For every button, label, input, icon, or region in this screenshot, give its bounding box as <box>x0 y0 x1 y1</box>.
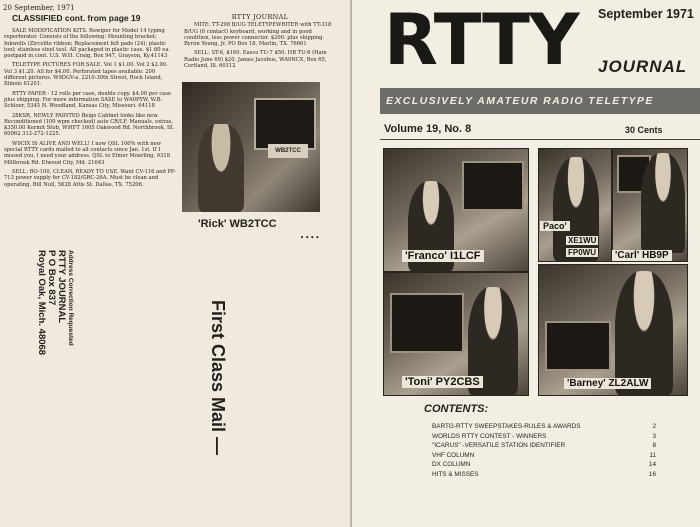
toc-title: BARTG-RTTY SWEEPSTAKES-RULES & AWARDS <box>432 423 581 430</box>
caption-barney: 'Barney' ZL2ALW <box>564 378 651 389</box>
caption-paco: Paco' <box>540 221 570 231</box>
operator-figure <box>553 157 599 261</box>
callsign-plate: WB2TCC <box>268 144 308 158</box>
contents-heading: CONTENTS: <box>424 403 489 415</box>
divider <box>380 139 700 140</box>
caption-toni: 'Toni' PY2CBS <box>402 376 483 388</box>
address-line: P O Box 837 <box>46 250 57 306</box>
journal-running-head: RTTY JOURNAL <box>231 13 289 21</box>
toc-title: WORLDS RTTY CONTEST - WINNERS <box>432 432 547 440</box>
masthead-title: RTTY <box>384 0 579 81</box>
equipment-panel <box>462 161 524 211</box>
equipment-panel <box>390 293 464 353</box>
photo-carl <box>612 148 688 262</box>
caption-franco: 'Franco' I1LCF <box>402 250 484 262</box>
toc-entry <box>432 470 656 480</box>
caption-rick: 'Rick' WB2TCC <box>198 218 277 230</box>
tagline-banner: EXCLUSIVELY AMATEUR RADIO TELETYPE <box>380 88 700 114</box>
toc-page: 14 <box>648 461 656 468</box>
toc-title: HITS & MISSES <box>432 470 479 478</box>
toc-page: 11 <box>649 451 656 459</box>
classified-heading: CLASSIFIED cont. from page 19 <box>12 13 141 23</box>
photo-rick-station <box>182 82 320 212</box>
classified-ad: 28KSR, NEWLY PAINTED Beige Cabinet looks like new. Reconditioned (100 wpm checked) auto CR/LF, Manuals, extras, $350.00 Kermit Stob, W9IFT 1605 Oakwood Rd. Northbrook, Ill. 60062 312-272-1225. <box>4 112 175 138</box>
page-number-date: 20 September, 1971 <box>3 4 75 12</box>
separator-dots: •••• <box>300 234 321 242</box>
toc-entry <box>432 441 656 451</box>
caption-carl: 'Carl' HB9P <box>612 250 672 261</box>
cover-price: 30 Cents <box>625 125 663 135</box>
classified-ad: TELETYPE PICTURES FOR SALE. Vol 1 $1.00. Vol 2 $2.00. Vol 3 $1.20. All for $4.00. Perforated tapes available: 200 different pictures. W9DGV-a. 2210-30th Street, Rock Island, Illinois 61201. <box>4 62 168 88</box>
callsign-fp0wu: FP0WU <box>568 248 596 257</box>
toc-page: 3 <box>652 432 656 440</box>
toc-entry <box>432 460 656 470</box>
address-correction: Address Correction Requested <box>67 250 74 346</box>
classified-ads-column-2 <box>184 14 336 72</box>
classified-ad: SELL: BO-100, CLEAN, READY TO USE. Want CV-116 and PP-713 power supply for CV-182/GRC-26A. Must be clean and operating. Bill Null, 5628 Attis St. Dallas, TX. 75206. <box>4 168 176 188</box>
cover-date: September 1971 <box>598 7 694 21</box>
toc-title: "ICARUS" -VERSATILE STATION IDENTIFIER <box>432 442 566 449</box>
classified-ad: SELL: ST-6, $160. Easco TU-7 $50. HB TU-6 (Ham Radio June 69) $20. James Jacobus, WA9NCX, Box 65, Cortland, Ill. 60112 <box>184 50 327 70</box>
classified-ad: SALE MODIFICATION KITS. Rewiper for Model 14 typing reperforator. Consists of the following: Mounting bracket; Inkwells (Zircolite ribbon; Replacement felt pads (24); plastic tool; stainless steel tool. All packaged in plastic case. $1.60 ea. postpaid in cont. U.S. W.H. Craig, Box 947, Grayson, Ky.41143 <box>4 28 171 60</box>
first-class-mail: First Class Mail — <box>208 300 228 456</box>
volume-number: Volume 19, No. 8 <box>384 123 472 135</box>
operator-figure <box>198 124 244 212</box>
toc-page: 16 <box>648 470 656 478</box>
classified-ads-column <box>4 28 176 191</box>
toc-title: VHF COLUMN <box>432 451 475 459</box>
toc-title: DX COLUMN <box>432 461 471 468</box>
classified-ad: W9CIX IS ALIVE AND WELL! I now QSL 100% with new special RTTY cards mailed to all contacts since Jan. 1st. If I missed you, I need your address. QSL to Elmer Moerling, 9318 Millbrook Rd. Elwood City, Md. 21643 <box>4 140 170 166</box>
photo-barney <box>538 264 688 396</box>
operator-figure <box>641 153 685 253</box>
masthead-subtitle: JOURNAL <box>598 57 688 76</box>
toc-page: 8 <box>652 442 656 449</box>
toc-entry <box>432 422 656 432</box>
classified-ad: MITE: TT-298 B/UG TELETYPEWRITER with TT-318 B/UG (6 contact) keyboard, working and in good condition, less power connector. $200. plus shipping. Byron Young, Jr. PO Box 18, Marlin, TX. 76661 <box>184 22 332 48</box>
toc-entry <box>432 432 656 442</box>
toc-entry <box>432 451 656 461</box>
classified-ad: RTTY PAPER - 12 rolls per case, double copy. $4.00 per case plus shipping. For more information SASE to WA0PYW, W.B. Schloer, 5345 N. Woodland, Kansas City, Missouri. 64118 <box>4 90 172 110</box>
mailing-address <box>14 250 74 390</box>
address-line: Royal Oak, Mich. 48068 <box>36 250 47 356</box>
equipment-panel <box>254 98 316 150</box>
table-of-contents <box>432 422 656 479</box>
operator-figure <box>615 271 673 395</box>
address-line: RTTY JOURNAL <box>56 250 67 324</box>
toc-page: 2 <box>652 423 656 430</box>
callsign-xe1wu: XE1WU <box>568 236 597 245</box>
equipment-panel <box>545 321 611 371</box>
